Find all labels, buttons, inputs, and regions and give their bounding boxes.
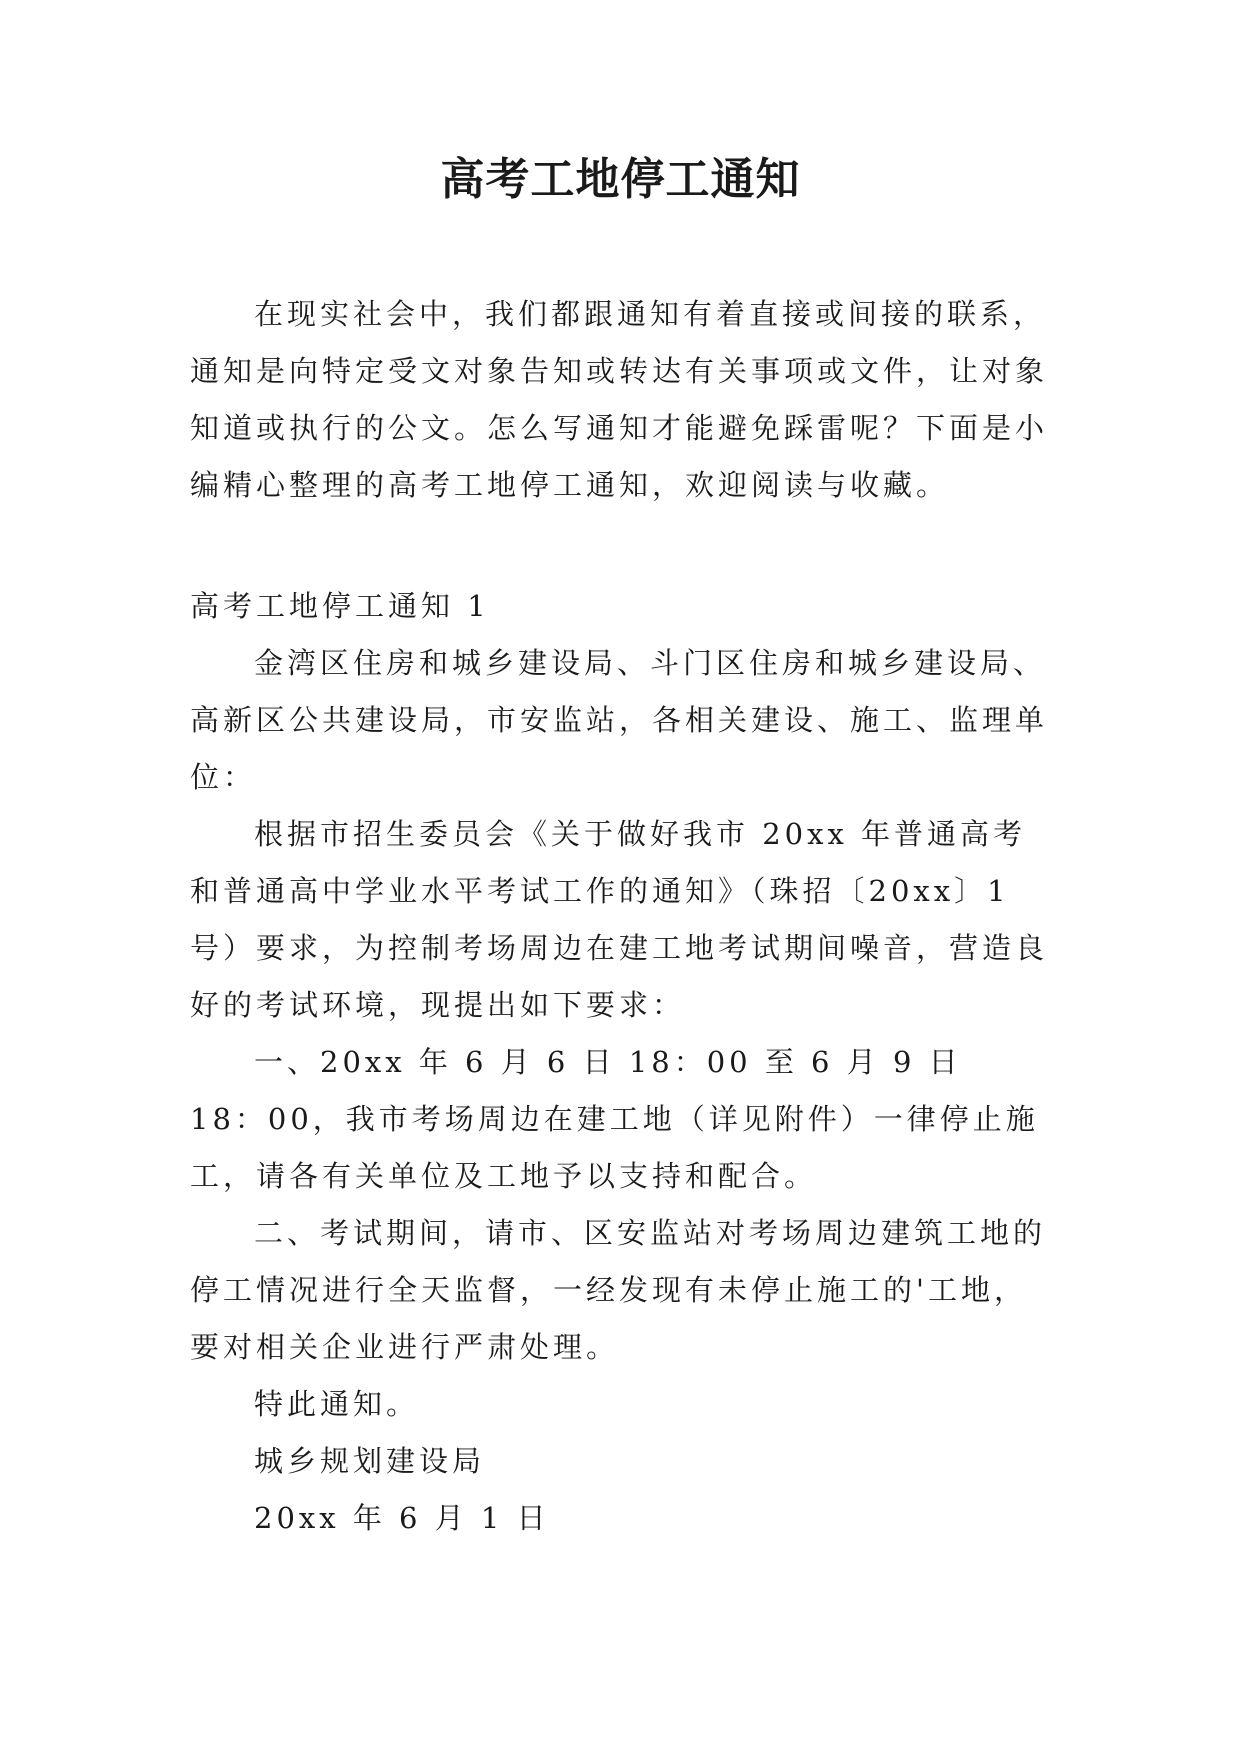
intro-paragraph: 在现实社会中，我们都跟通知有着直接或间接的联系，通知是向特定受文对象告知或转达有关事项或文件，让对象知道或执行的公文。怎么写通知才能避免踩雷呢？下面是小编精心整理的高考工地停工通知，欢迎阅读与收藏。 [190,297,1049,502]
item-one-paragraph: 一、20xx 年 6 月 6 日 18：00 至 6 月 9 日 18：00，我市考场周边在建工地（详见附件）一律停止施工，请各有关单位及工地予以支持和配合。 [190,1045,1039,1193]
document-title: 高考工地停工通知 [440,154,801,205]
notice-block [190,578,1052,1547]
intro-block [190,286,1052,514]
basis-paragraph: 根据市招生委员会《关于做好我市 20xx 年普通高考和普通高中学业水平考试工作的通知》（珠招〔20xx〕1 号）要求，为控制考场周边在建工地考试期间噪音，营造良好的考试环境，现提出如下要求： [190,817,1049,1022]
section-heading: 高考工地停工通知 1 [190,589,490,623]
closing-line: 特此通知。 [254,1387,420,1421]
addressee-paragraph: 金湾区住房和城乡建设局、斗门区住房和城乡建设局、高新区公共建设局，市安监站，各相关建设、施工、监理单位： [190,646,1049,794]
item-two-paragraph: 二、考试期间，请市、区安监站对考场周边建筑工地的停工情况进行全天监督，一经发现有未停止施工的'工地，要对相关企业进行严肃处理。 [190,1216,1047,1364]
date-line: 20xx 年 6 月 1 日 [254,1501,550,1535]
issuer-line: 城乡规划建设局 [254,1444,486,1478]
